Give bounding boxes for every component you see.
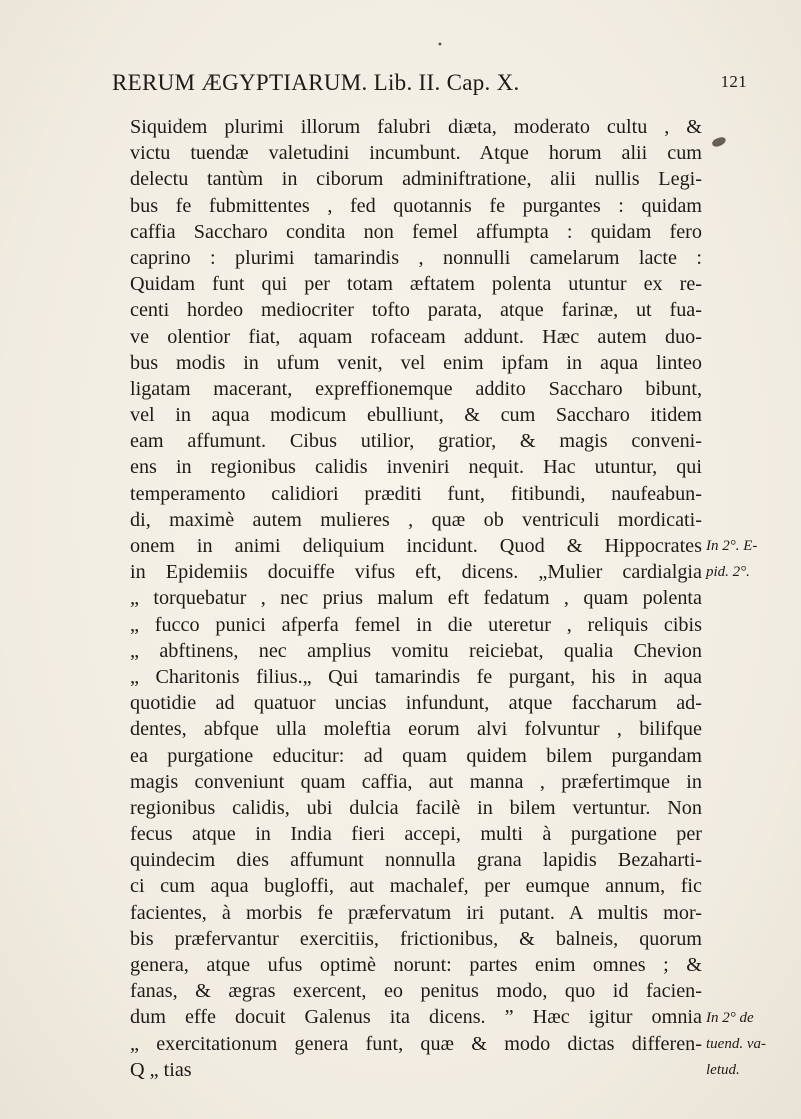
text-line: in Epidemiis docuiffe vifus eft, dicens. „Mulier cardialgia [130,561,702,584]
text-line: „ exercitationum genera funt, quæ & modo dictas differen- [130,1032,702,1055]
text-line: Quidam funt qui per totam æftatem polenta utuntur ex re- [130,273,702,296]
text-line: vel in aqua modicum ebulliunt, & cum Saccharo itidem [130,404,702,427]
text-line: „ torquebatur , nec prius malum eft fedatum , quam polenta [130,587,702,610]
text-line: ens in regionibus calidis inveniri nequit. Hac utuntur, qui [130,456,702,479]
text-line: fecus atque in India fieri accepi, multi à purgatione per [130,823,702,846]
text-line: dentes, abfque ulla moleftia eorum alvi folvuntur , bilifque [130,718,702,741]
marginal-note: pid. 2°. [706,564,750,581]
text-line: magis conveniunt quam caffia, aut manna , præfertimque in [130,770,702,793]
text-line: delectu tantùm in ciborum adminiftratione, alii nullis Legi- [130,168,702,191]
text-line: temperamento calidiori præditi funt, fitibundi, naufeabun- [130,482,702,505]
page-number: 121 [720,72,747,91]
marginal-note: letud. [706,1062,740,1079]
marginal-note: tuend. va- [706,1036,766,1052]
ink-blot [711,136,727,148]
text-line: eam affumunt. Cibus utilior, gratior, & magis conveni- [130,430,702,453]
text-line: bus modis in ufum venit, vel enim ipfam in aqua linteo [130,351,702,374]
text-line: „ abftinens, nec amplius vomitu reiciebat, qualia Chevion [130,639,702,662]
text-line: onem in animi deliquium incidunt. Quod & Hippocrates [130,535,702,557]
running-header [112,70,747,104]
text-line: quotidie ad quatuor uncias infundunt, atque faccharum ad- [130,692,702,715]
body-text [130,114,702,1083]
text-line: caffia Saccharo condita non femel affumpta : quidam fero [130,220,702,243]
header-title: RERUM ÆGYPTIARUM. Lib. II. Cap. X. [112,70,520,95]
text-line: regionibus calidis, ubi dulcia facilè in bilem vertuntur. Non [130,796,702,819]
text-line: „ fucco punici afperfa femel in die uteretur , reliquis cibis [130,613,702,636]
text-line: quindecim dies affumunt nonnulla grana lapidis Bezaharti- [130,849,702,872]
text-line: „ Charitonis filius.„ Qui tamarindis fe purgant, his in aqua [130,665,702,688]
text-line: centi hordeo mediocriter tofto parata, atque farinæ, ut fua- [130,299,702,322]
text-line: caprino : plurimi tamarindis , nonnulli camelarum lacte : [130,246,702,269]
text-line: ea purgatione educitur: ad quam quidem bilem purgandam [130,744,702,767]
text-line: ligatam macerant, expreffionemque addito Saccharo bibunt, [130,377,702,400]
text-line: Q „ tias [130,1058,192,1081]
text-line: bis præfervantur exercitiis, frictionibus, & balneis, quorum [130,927,702,950]
text-line: ci cum aqua bugloffi, aut machalef, per eumque annum, fic [130,875,702,898]
text-line: victu tuendæ valetudini incumbunt. Atque horum alii cum [130,142,702,165]
text-line: ve olentior fiat, aquam rofaceam addunt. Hæc autem duo- [130,325,702,348]
marginal-note: In 2°. E- [706,538,758,555]
text-line: Siquidem plurimi illorum falubri diæta, moderato cultu , & [130,116,702,138]
text-line: dum effe docuit Galenus ita dicens. ” Hæc igitur omnia [130,1006,702,1029]
text-line: genera, atque ufus optimè norunt: partes enim omnes ; & [130,954,702,976]
text-line: di, maximè autem mulieres , quæ ob ventriculi mordicati- [130,508,702,531]
marginal-note: In 2° de [706,1009,754,1026]
ink-speck: • [437,40,443,51]
text-line: bus fe fubmittentes , fed quotannis fe purgantes : quidam [130,194,702,217]
text-line: fanas, & ægras exercent, eo penitus modo, quo id facien- [130,980,702,1003]
text-line: facientes, à morbis fe præfervatum iri putant. A multis mor- [130,901,702,924]
